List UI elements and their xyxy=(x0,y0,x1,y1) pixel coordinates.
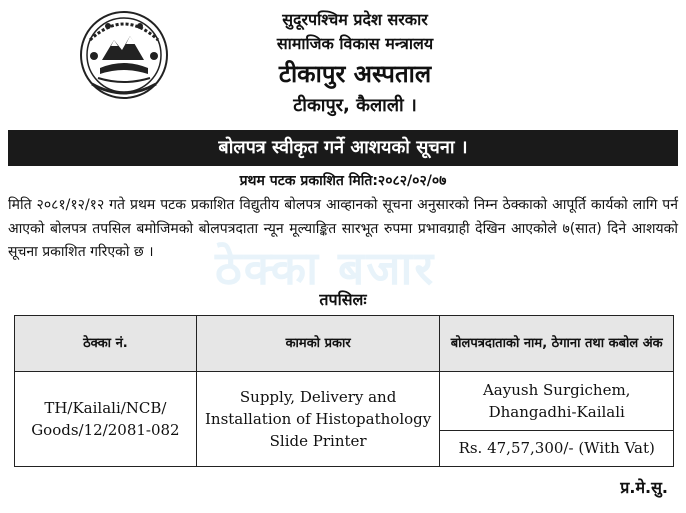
hospital-address: टीकापुर, कैलाली । xyxy=(293,95,417,116)
watermark: ठेक्का बजार xyxy=(215,241,436,295)
cell-bidder: Aayush Surgichem, Dhangadhi-Kailali xyxy=(440,372,674,430)
header-work-type: कामको प्रकार xyxy=(196,316,440,372)
bid-table xyxy=(14,315,674,467)
notice-paragraph: मिति २०८१/१२/१२ गते प्रथम पटक प्रकाशित विद्युतीय बोलपत्र आव्हानको सूचना अनुसारको निम्न ठेक्काको आपूर्ति कार्यको लागि पर्न आएको बोलपत्र तपसिल बमोजिमको बोलपत्रदाता न्यून मूल्याङ्कित सारभूत रुपमा प्रभावग्राही देखिन आएकोले ७(सात) दिने आशयको सूचना प्रकाशित गरिएको छ । xyxy=(8,197,678,260)
cell-contract-no: TH/Kailali/NCB/ Goods/12/2081-082 xyxy=(15,372,197,467)
details-heading: तपसिलः xyxy=(319,290,367,309)
province-government: सुदूरपश्चिम प्रदेश सरकार xyxy=(282,10,428,29)
notice-title-banner: बोलपत्र स्वीकृत गर्ने आशयको सूचना । xyxy=(8,130,678,166)
table-header-row xyxy=(15,316,674,372)
header-contract-no: ठेक्का नं. xyxy=(15,316,197,372)
signature-abbreviation: प्र.मे.सु. xyxy=(620,478,668,497)
publication-date: प्रथम पटक प्रकाशित मिति:२०८२/०२/०७ xyxy=(239,173,447,189)
cell-work-type: Supply, Delivery and Installation of Histopathology Slide Printer xyxy=(196,372,440,467)
letterhead-text xyxy=(190,8,520,120)
hospital-name: टीकापुर अस्पताल xyxy=(278,60,432,88)
cell-bid-amount: Rs. 47,57,300/- (With Vat) xyxy=(440,430,674,466)
table-row xyxy=(15,372,674,430)
nepal-emblem-icon xyxy=(78,10,170,100)
letterhead xyxy=(0,0,686,130)
ministry-name: सामाजिक विकास मन्त्रालय xyxy=(276,34,434,53)
header-bidder: बोलपत्रदाताको नाम, ठेगाना तथा कबोल अंक xyxy=(440,316,674,372)
